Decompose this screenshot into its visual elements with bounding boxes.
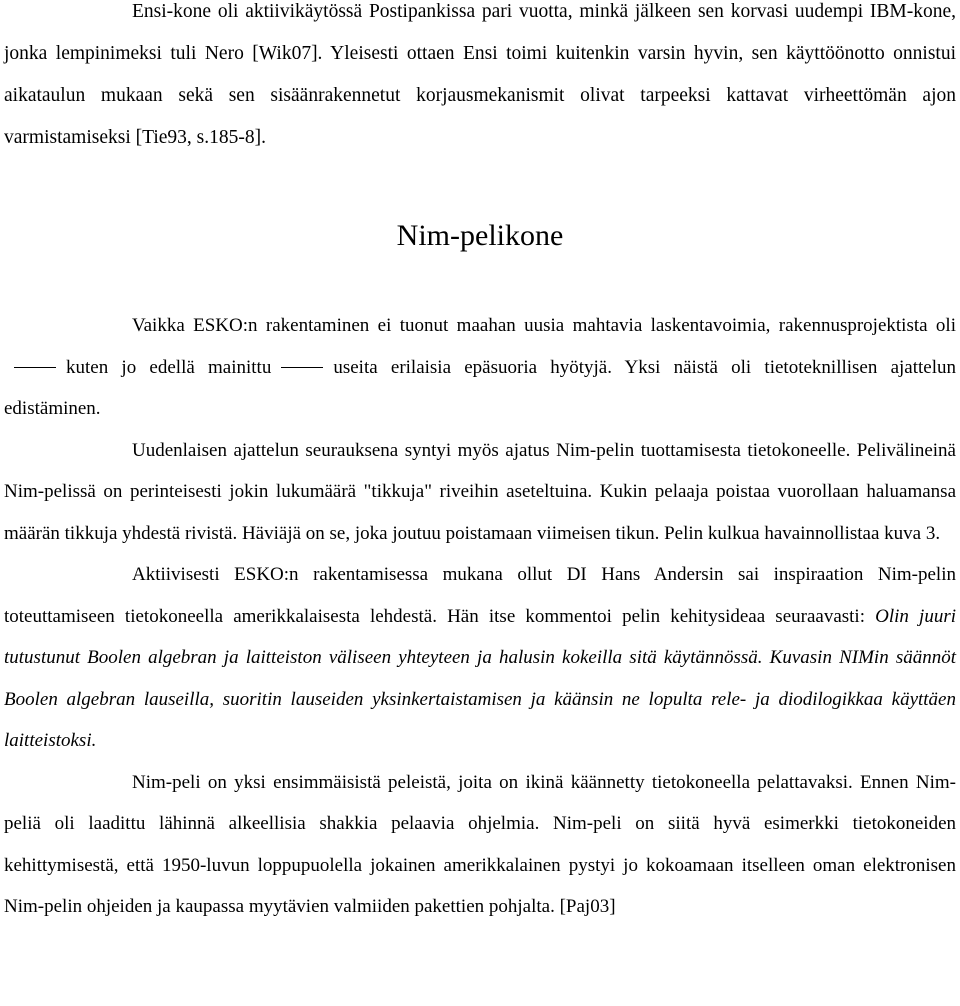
em-dash [14, 367, 56, 368]
paragraph-ensi-kone: Ensi-kone oli aktiivikäytössä Postipankissa pari vuotta, minkä jälkeen sen korvasi uudempi IBM-kone, jonka lempinimeksi tuli Nero [Wik07]. Yleisesti ottaen Ensi toimi kuitenkin varsin hyvin, sen käyttöönotto onnistui aikataulun mukaan sekä sen sisäänrakennetut korjausmekanismit olivat tarpeeksi kattavat virheettömän ajon varmistamiseksi [Tie93, s.185-8]. [4, 1, 956, 148]
paragraph-nim-rules: Uudenlaisen ajattelun seurauksena syntyi myös ajatus Nim-pelin tuottamisesta tietokoneelle. Pelivälineinä Nim-pelissä on perinteisesti jokin lukumäärä "tikkuja" riveihin aseteltuina. Kukin pelaaja poistaa vuorollaan haluamansa määrän tikkuja yhdestä rivistä. Häviäjä on se, joka joutuu poistamaan viimeisen tikun. Pelin kulkua havainnollistaa kuva 3. [4, 439, 956, 544]
paragraph-esko-benefits [4, 305, 956, 430]
paragraph-esko-text-a: Vaikka ESKO:n rakentaminen ei tuonut maahan uusia mahtavia laskentavoimia, rakennusprojektista oli [132, 315, 956, 336]
paragraph-nim-history: Nim-peli on yksi ensimmäisistä peleistä, joita on ikinä käännetty tietokoneella pelattavaksi. Ennen Nim-peliä oli laadittu lähinnä alkeellisia shakkia pelaavia ohjelmia. Nim-peli on siitä hyvä esimerkki tietokoneiden kehittymisestä, että 1950-luvun loppupuolella jokainen amerikkalainen pystyi jo kokoamaan itselleen oman elektronisen Nim-pelin ohjeiden ja kaupassa myytävien valmiiden pakettien pohjalta. [Paj03] [4, 771, 956, 917]
paragraph-esko-text-c: useita erilaisia epäsuoria hyötyjä. Yksi näistä oli tietoteknillisen ajattelun edistäminen. [4, 356, 956, 419]
andersin-quote: Olin juuri tutustunut Boolen algebran ja laitteiston väliseen yhteyteen ja halusin kokeilla sitä käytännössä. Kuvasin NIMin säännöt Boolen algebran lauseilla, suoritin lauseiden yksinkertaistamisen ja käänsin ne lopulta rele- ja diodilogikkaa käyttäen laitteistoksi. [4, 605, 957, 751]
section-heading: Nim-pelikone [396, 219, 564, 252]
paragraph-andersin [4, 554, 956, 762]
paragraph-esko-text-b: kuten jo edellä mainittu [66, 356, 272, 378]
document-page [4, 0, 956, 928]
em-dash [281, 367, 323, 368]
paragraph-andersin-text: Aktiivisesti ESKO:n rakentamisessa mukana ollut DI Hans Andersin sai inspiraation Nim-pelin toteuttamiseen tietokoneella amerikkalaisesta lehdestä. Hän itse kommentoi pelin kehitysideaa seuraavasti: [4, 564, 956, 627]
